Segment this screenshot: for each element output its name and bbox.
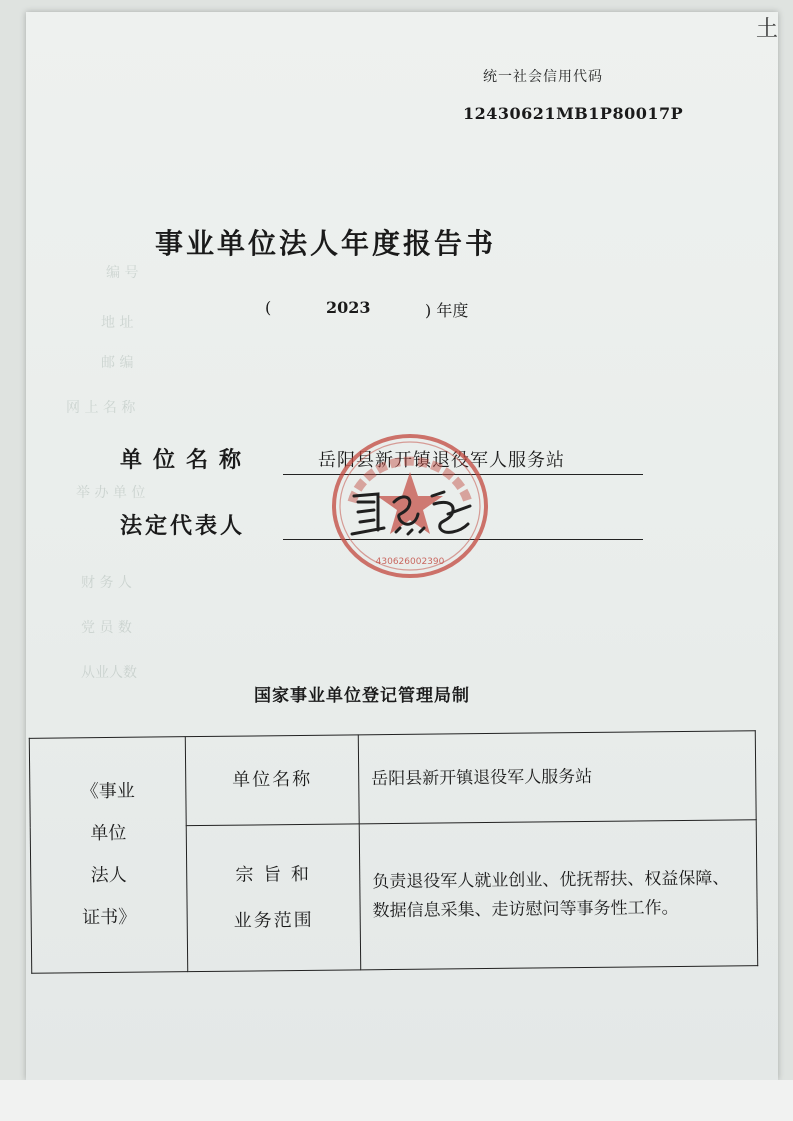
cert-scope-value: 负责退役军人就业创业、优抚帮扶、权益保障、数据信息采集、走访慰问等事务性工作。 [359,820,758,970]
credit-code-value: 12430621MB1P80017P [463,104,684,123]
issuing-authority: 国家事业单位登记管理局制 [254,686,470,706]
credit-code-label: 统一社会信用代码 [483,69,603,85]
document-page: 编 号 地 址 邮 编 网 上 名 称 举 办 单 位 财 务 人 党 员 数 从业人数 [26,12,778,1080]
cert-unit-name-label: 单位名称 [185,735,359,826]
cert-unit-name-value: 岳阳县新开镇退役军人服务站 [358,731,756,824]
certificate-side-label [29,737,187,974]
scan-bottom-margin [0,1080,793,1121]
legal-rep-label: 法定代表人 [120,514,246,539]
side-line: 单位 [90,822,127,845]
year-value: 2023 [326,298,371,317]
certificate-table [29,730,758,974]
side-line: 《事业 [80,780,135,803]
unit-name-value: 岳阳县新开镇退役军人服务站 [318,450,565,471]
signature-image [348,484,478,546]
side-line: 法人 [90,864,127,887]
scope-label-line: 业务范围 [233,909,314,932]
unit-name-label: 单位名称 [120,448,253,473]
edge-mark: ⼟ [756,17,779,42]
seal-code: 430626002390 [375,557,445,567]
cert-scope-label [186,824,361,972]
year-open-paren: ( [265,298,272,317]
side-line: 证书》 [82,906,137,929]
scope-label-line: 宗 旨 和 [235,863,312,886]
year-suffix: ) 年度 [425,301,469,320]
document-title: 事业单位法人年度报告书 [155,227,497,260]
